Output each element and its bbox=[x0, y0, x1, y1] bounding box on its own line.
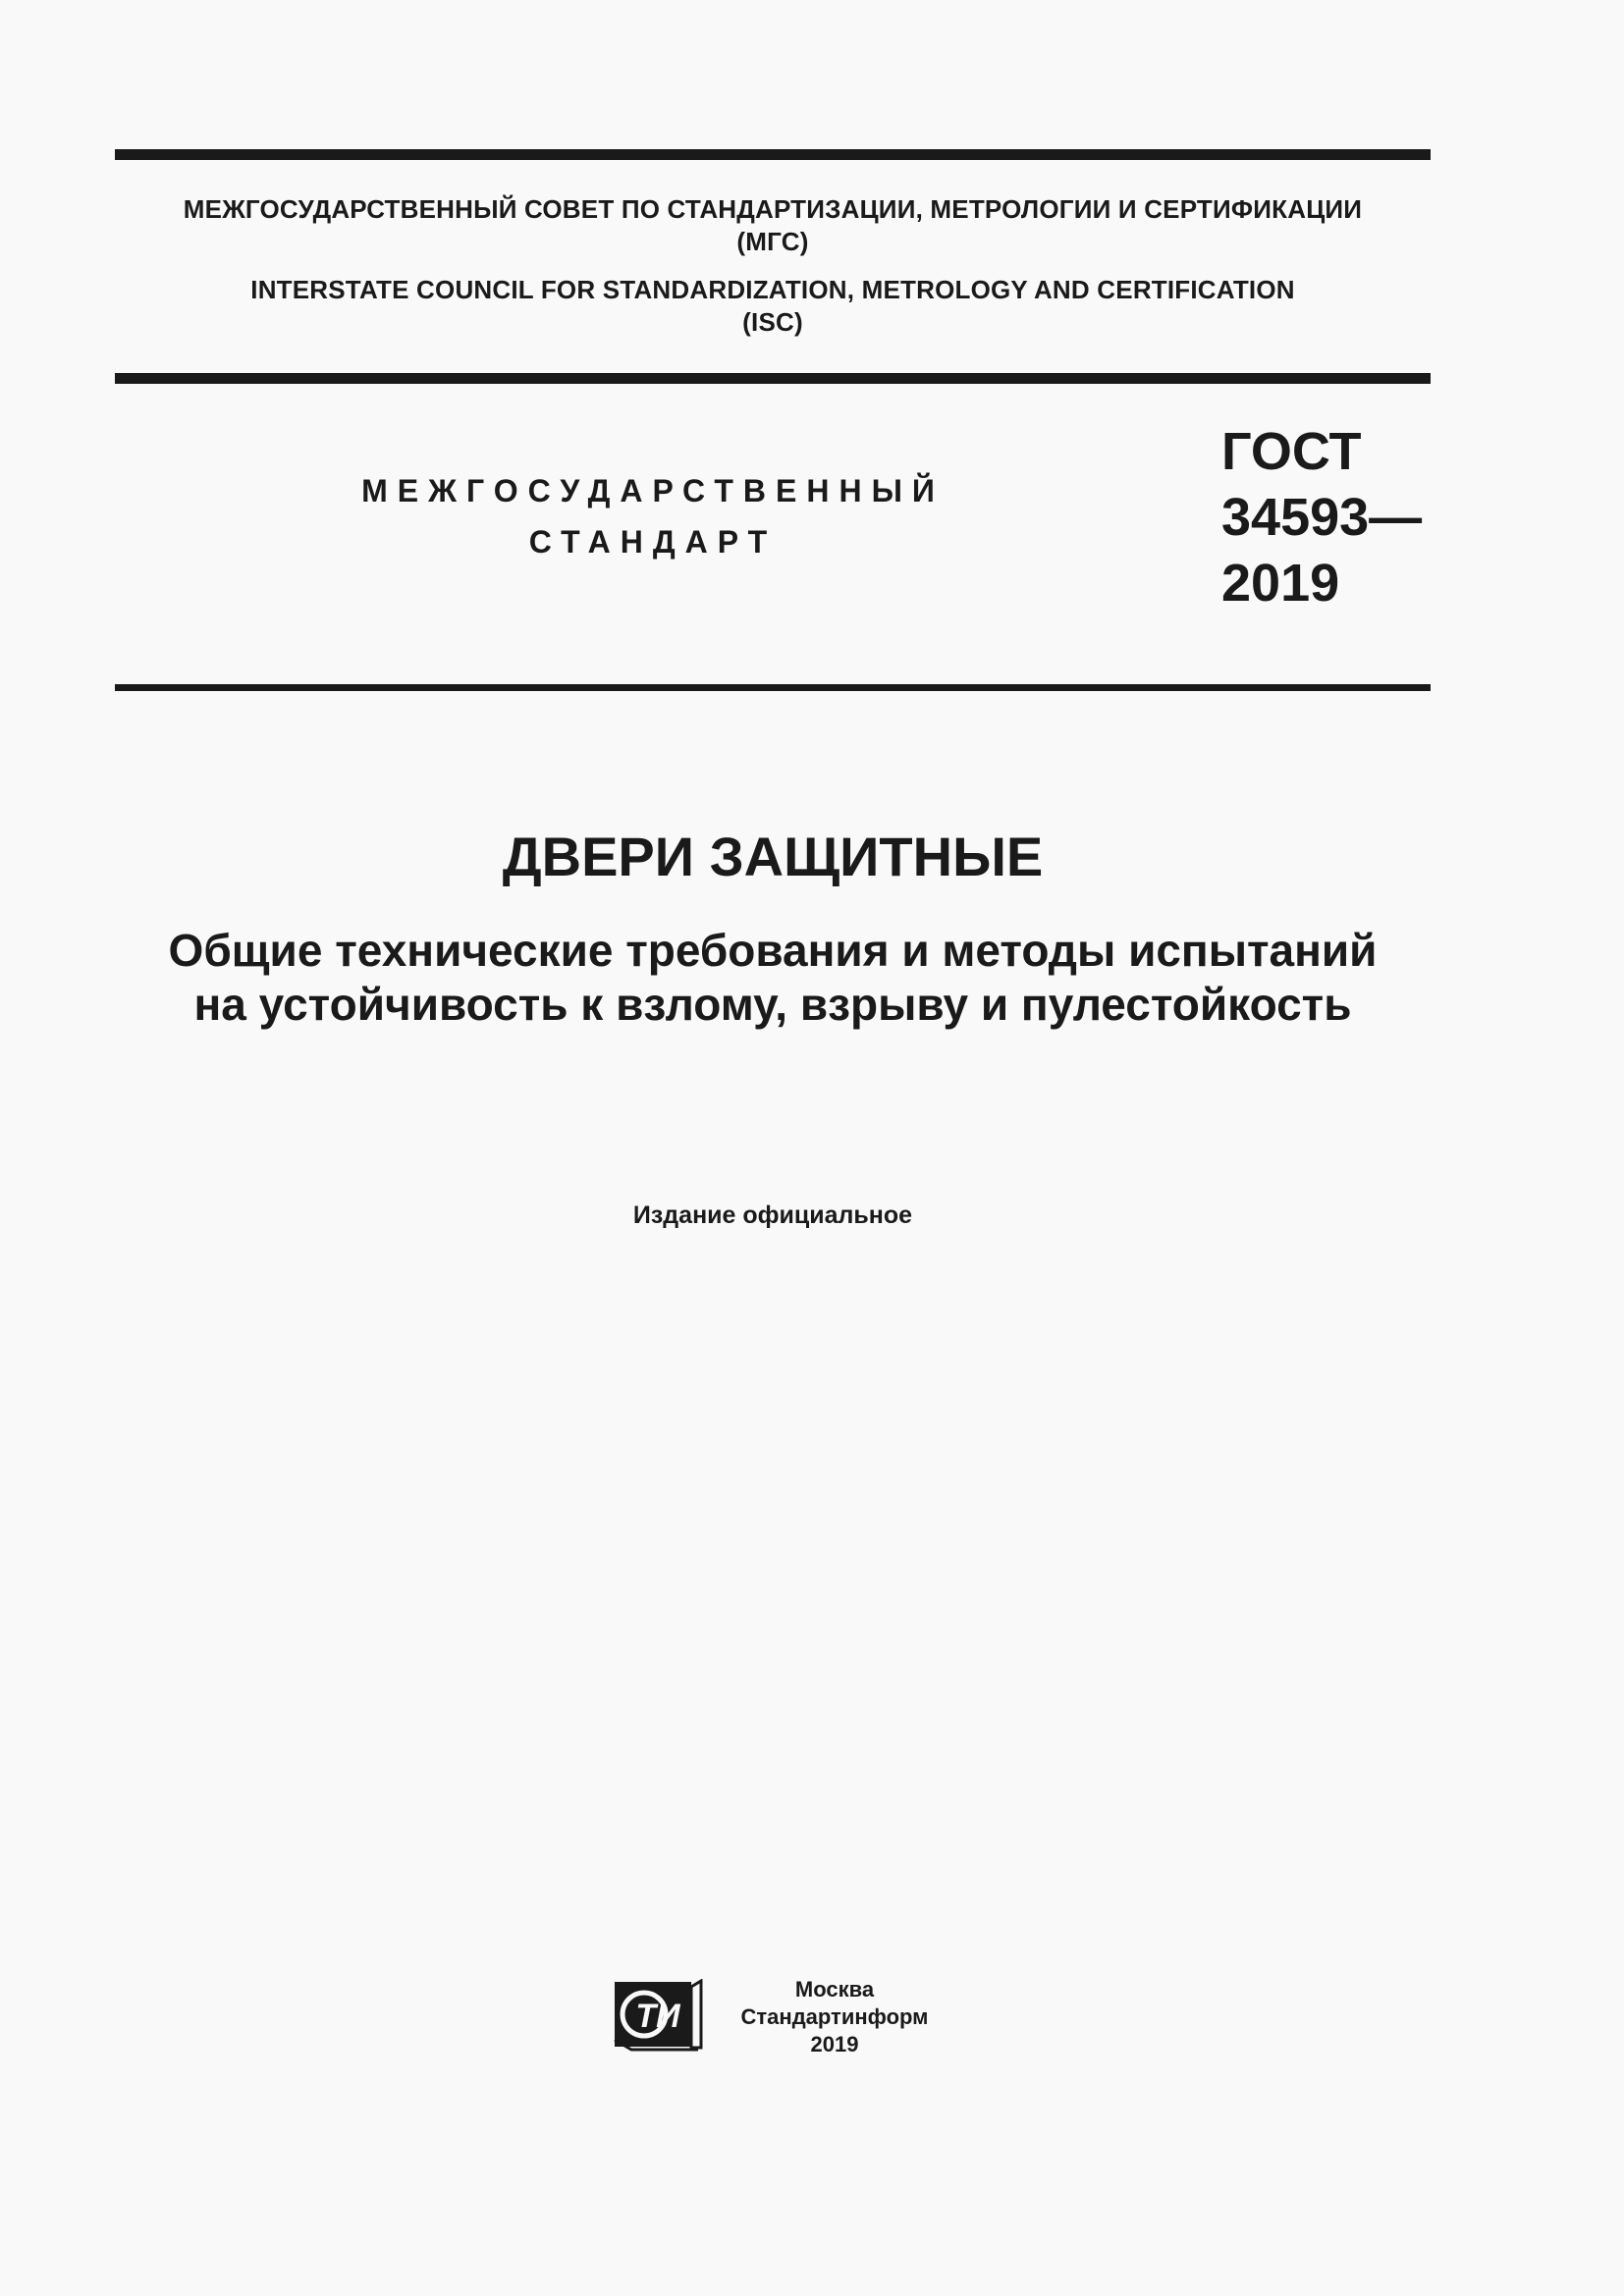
subtitle-line2: на устойчивость к взлому, взрыву и пулестойкость bbox=[193, 979, 1352, 1030]
document-title: ДВЕРИ ЗАЩИТНЫЕ bbox=[502, 826, 1044, 887]
middle-rule bbox=[115, 373, 1431, 384]
subtitle-line1: Общие технические требования и методы испытаний bbox=[168, 925, 1378, 976]
gost-prefix: ГОСТ bbox=[1221, 422, 1362, 481]
council-ru-name: МЕЖГОСУДАРСТВЕННЫЙ СОВЕТ ПО СТАНДАРТИЗАЦИИ, МЕТРОЛОГИИ И СЕРТИФИКАЦИИ bbox=[183, 194, 1363, 224]
publisher-city: Москва bbox=[794, 1977, 875, 2002]
standard-kind bbox=[295, 465, 1011, 567]
publisher-year: 2019 bbox=[810, 2032, 859, 2056]
gost-year: 2019 bbox=[1221, 554, 1340, 613]
standard-kind-line2: СТАНДАРТ bbox=[528, 524, 778, 560]
document-subtitle bbox=[115, 924, 1431, 1032]
top-rule bbox=[115, 149, 1431, 160]
gost-designation bbox=[1221, 419, 1422, 616]
edition-label: Издание официальное bbox=[632, 1201, 913, 1229]
gost-number: 34593— bbox=[1221, 488, 1423, 547]
council-ru-abbr: (МГС) bbox=[736, 227, 809, 256]
council-en-name: INTERSTATE COUNCIL FOR STANDARDIZATION, METROLOGY AND CERTIFICATION bbox=[250, 275, 1295, 304]
publisher-block bbox=[727, 1976, 943, 2058]
standartinform-logo-icon bbox=[612, 1979, 704, 2052]
council-en bbox=[115, 274, 1431, 339]
lower-rule bbox=[115, 684, 1431, 691]
council-en-abbr: (ISC) bbox=[742, 307, 803, 337]
council-ru bbox=[115, 193, 1431, 258]
standard-kind-line1: МЕЖГОСУДАРСТВЕННЫЙ bbox=[361, 473, 945, 508]
publisher-name: Стандартинформ bbox=[740, 2004, 929, 2029]
svg-text:ТИ: ТИ bbox=[635, 1998, 680, 2035]
